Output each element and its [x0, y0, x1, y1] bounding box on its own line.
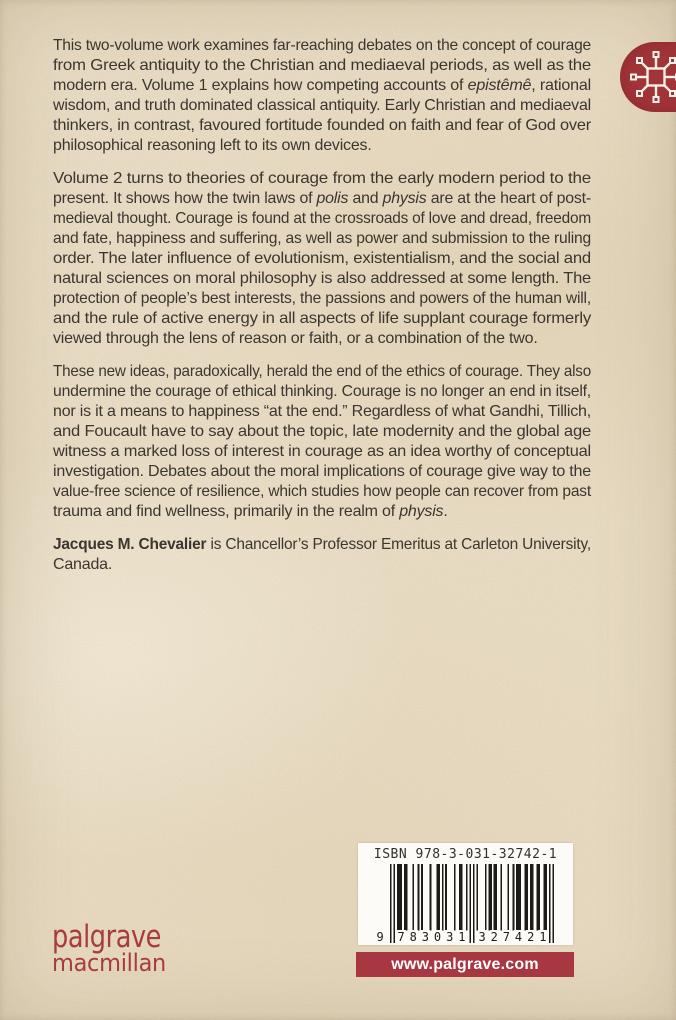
text-segment: , rational — [531, 77, 591, 94]
barcode-digit-first: 9 — [376, 930, 384, 944]
text-line — [53, 535, 591, 555]
text-segment: witness a marked loss of interest in courage as an idea worthy of conceptual — [53, 443, 591, 460]
text-segment: is Chancellor’s Professor Emeritus at Carleton University, — [206, 536, 591, 553]
text-line — [53, 442, 591, 462]
text-segment: viewed through the lens of reason or faith, or a combination of the two. — [53, 330, 538, 347]
text-line — [53, 209, 591, 229]
text-line — [53, 362, 591, 382]
paragraph — [53, 362, 591, 522]
text-segment: investigation. Debates about the moral implications of courage give way to the — [53, 463, 591, 480]
ean13-barcode — [377, 864, 555, 943]
paragraph — [53, 535, 591, 575]
barcode-digit: 8 — [409, 930, 417, 944]
text-line — [53, 555, 591, 575]
paragraph — [53, 169, 591, 349]
text-line — [53, 76, 591, 96]
barcode-digit: 3 — [446, 930, 454, 944]
text-segment: philosophical reasoning left to its own devices. — [53, 137, 372, 154]
text-segment: order. The later influence of evolutionism, existentialism, and the social and — [53, 250, 591, 267]
text-segment: polis — [316, 190, 349, 207]
text-line — [53, 502, 591, 522]
text-segment: trauma and find wellness, primarily in the realm of — [53, 503, 400, 520]
text-line — [53, 169, 591, 189]
barcode-digit: 3 — [421, 930, 430, 944]
publisher-emblem — [620, 42, 676, 112]
text-segment: physis — [399, 503, 444, 520]
text-segment: These new ideas, paradoxically, herald the end of the ethics of courage. They also — [53, 363, 591, 380]
text-segment: are at the heart of post- — [426, 190, 591, 207]
text-line — [53, 136, 591, 156]
text-segment: natural sciences on moral philosophy is also addressed at some length. The — [53, 270, 591, 287]
barcode-digit: 2 — [527, 930, 535, 944]
text-line — [53, 116, 591, 136]
barcode-digits-group1 — [397, 930, 467, 945]
text-segment: from Greek antiquity to the Christian and mediaeval periods, as well as the — [53, 57, 591, 74]
text-line — [53, 189, 591, 209]
text-segment: nor is it a means to happiness “at the end.” Regardless of what Gandhi, Tillich, — [53, 403, 591, 420]
paragraph — [53, 36, 591, 156]
text-segment: thinkers, in contrast, favoured fortitude founded on faith and fear of God over — [53, 117, 591, 134]
text-segment: present. It shows how the twin laws of — [53, 190, 317, 207]
text-segment: and Foucault have to say about the topic, late modernity and the global age — [53, 423, 591, 440]
text-segment: value-free science of resilience, which studies how people can recover from past — [53, 483, 591, 500]
barcode-digit: 0 — [433, 930, 442, 944]
text-line — [53, 482, 591, 502]
text-segment: medieval thought. Courage is found at the crossroads of love and dread, freedom — [53, 210, 591, 227]
text-segment: and the rule of active energy in all aspects of life supplant courage formerly — [53, 310, 592, 327]
text-line — [53, 96, 591, 116]
text-segment: undermine the courage of ethical thinking. Courage is no longer an end in itself, — [53, 383, 591, 400]
website-url: www.palgrave.com — [391, 956, 539, 973]
text-line — [53, 56, 591, 76]
publisher-emblem-icon — [626, 47, 676, 107]
barcode-digit: 4 — [514, 930, 523, 944]
logo-palgrave: palgrave — [52, 919, 161, 955]
text-line — [53, 269, 591, 289]
text-line — [53, 36, 591, 56]
barcode-digit: 7 — [397, 930, 405, 944]
text-line — [53, 249, 591, 269]
text-line — [53, 329, 591, 349]
text-line — [53, 462, 591, 482]
text-segment: physis — [382, 190, 427, 207]
barcode-digit: 3 — [478, 930, 486, 944]
text-segment: Canada. — [53, 556, 113, 573]
text-line — [53, 289, 591, 309]
isbn-label: ISBN 978-3-031-32742-1 — [373, 847, 558, 862]
barcode-digit: 2 — [490, 930, 498, 944]
barcode-digits — [377, 930, 555, 945]
text-segment: protection of people’s best interests, the passions and powers of the human will, — [53, 290, 591, 307]
text-line — [53, 309, 591, 329]
text-segment: Jacques M. Chevalier — [53, 536, 207, 553]
text-segment: modern era. Volume 1 explains how competing accounts of — [53, 77, 468, 94]
text-segment: epistêmê — [467, 77, 532, 94]
text-segment: and — [348, 190, 383, 207]
text-line — [53, 382, 591, 402]
text-line — [53, 229, 591, 249]
text-line — [53, 402, 591, 422]
website-bar — [356, 952, 574, 977]
palgrave-macmillan-logo — [52, 919, 166, 977]
text-segment: This two-volume work examines far-reaching debates on the concept of courage — [53, 37, 591, 54]
text-segment: . — [443, 503, 448, 520]
logo-macmillan: macmillan — [52, 949, 166, 977]
text-segment: and fate, happiness and suffering, as well as power and submission to the ruling — [53, 230, 591, 247]
back-cover-blurb — [53, 36, 591, 588]
barcode-digit: 1 — [539, 930, 547, 944]
isbn-box — [358, 843, 573, 945]
barcode-digits-group2 — [478, 930, 548, 945]
text-line — [53, 422, 591, 442]
barcode-digit: 1 — [458, 930, 466, 944]
text-segment: wisdom, and truth dominated classical antiquity. Early Christian and mediaeval — [53, 97, 591, 114]
text-segment: Volume 2 turns to theories of courage from the early modern period to the — [53, 170, 591, 187]
barcode-digit: 7 — [502, 930, 511, 944]
